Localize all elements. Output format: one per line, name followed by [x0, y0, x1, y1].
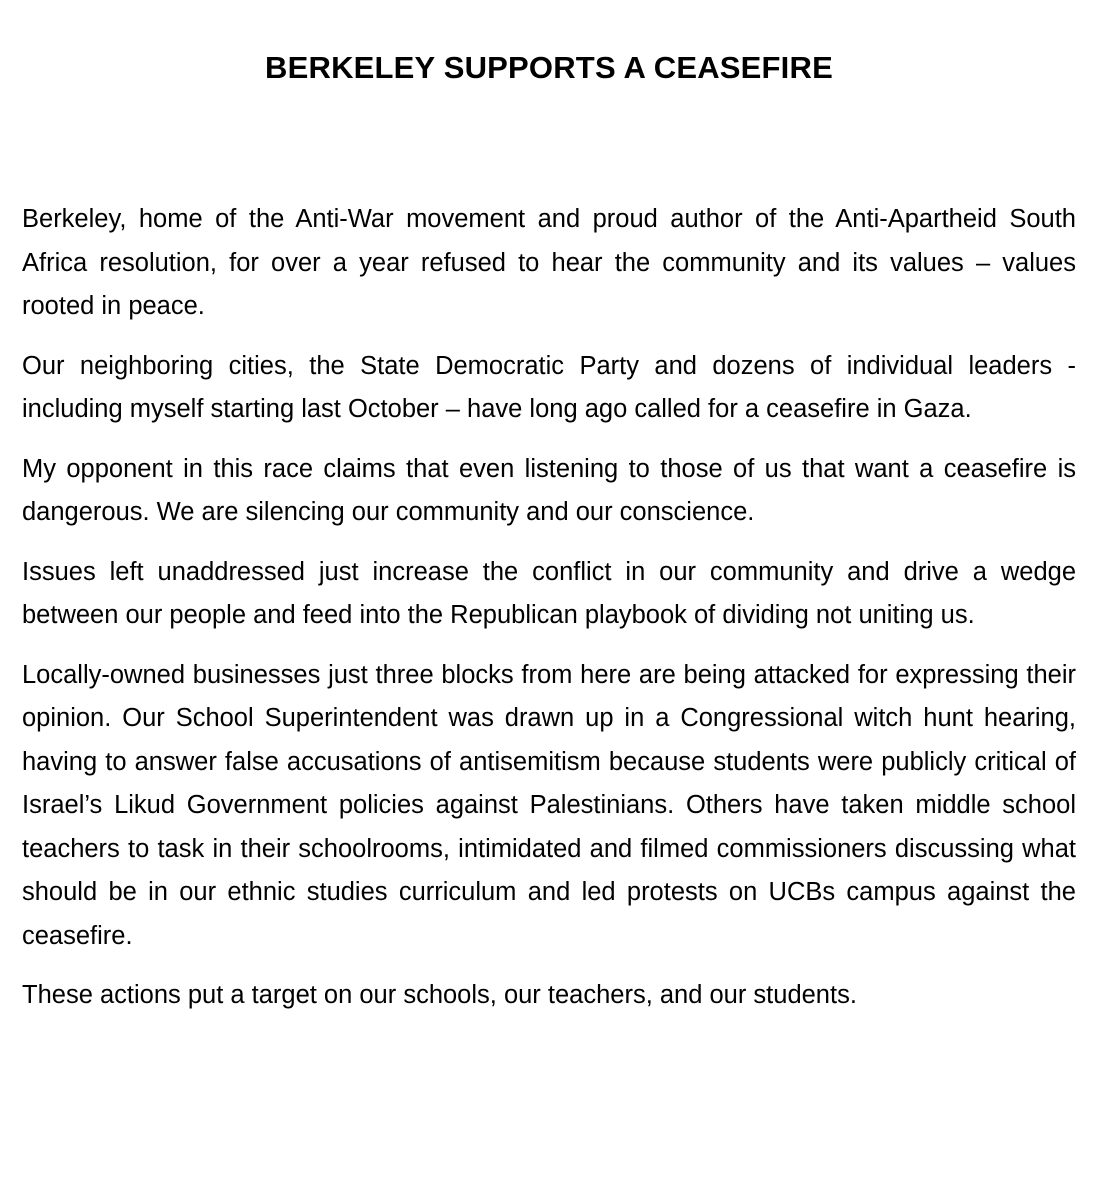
paragraph-conclusion: These actions put a target on our schools, our teachers, and our students. [22, 981, 857, 1009]
paragraph-neighboring-cities: Our neighboring cities, the State Democratic Party and dozens of individual leaders - including myself starting last October – have long ago called for a ceasefire in Gaza. [22, 351, 1076, 423]
paragraph-intro: Berkeley, home of the Anti-War movement and proud author of the Anti-Apartheid South Africa resolution, for over a year refused to hear the community and its values – values rooted in peace. [22, 205, 1076, 320]
document-page [22, 0, 1076, 1018]
paragraph-opponent: My opponent in this race claims that even listening to those of us that want a ceasefire is dangerous. We are silencing our community and our conscience. [22, 454, 1076, 526]
paragraph-businesses: Locally-owned businesses just three blocks from here are being attacked for expressing their opinion. Our School Superintendent was drawn up in a Congressional witch hunt hearing, having to answer false accusations of antisemitism because students were publicly critical of Israel’s Likud Government policies against Palestinians. Others have taken middle school teachers to task in their schoolrooms, intimidated and filmed commissioners discussing what should be in our ethnic studies curriculum and led protests on UCBs campus against the ceasefire. [22, 660, 1076, 950]
document-title: BERKELEY SUPPORTS A CEASEFIRE [265, 50, 833, 85]
paragraph-issues: Issues left unaddressed just increase the conflict in our community and drive a wedge between our people and feed into the Republican playbook of dividing not uniting us. [22, 557, 1076, 629]
